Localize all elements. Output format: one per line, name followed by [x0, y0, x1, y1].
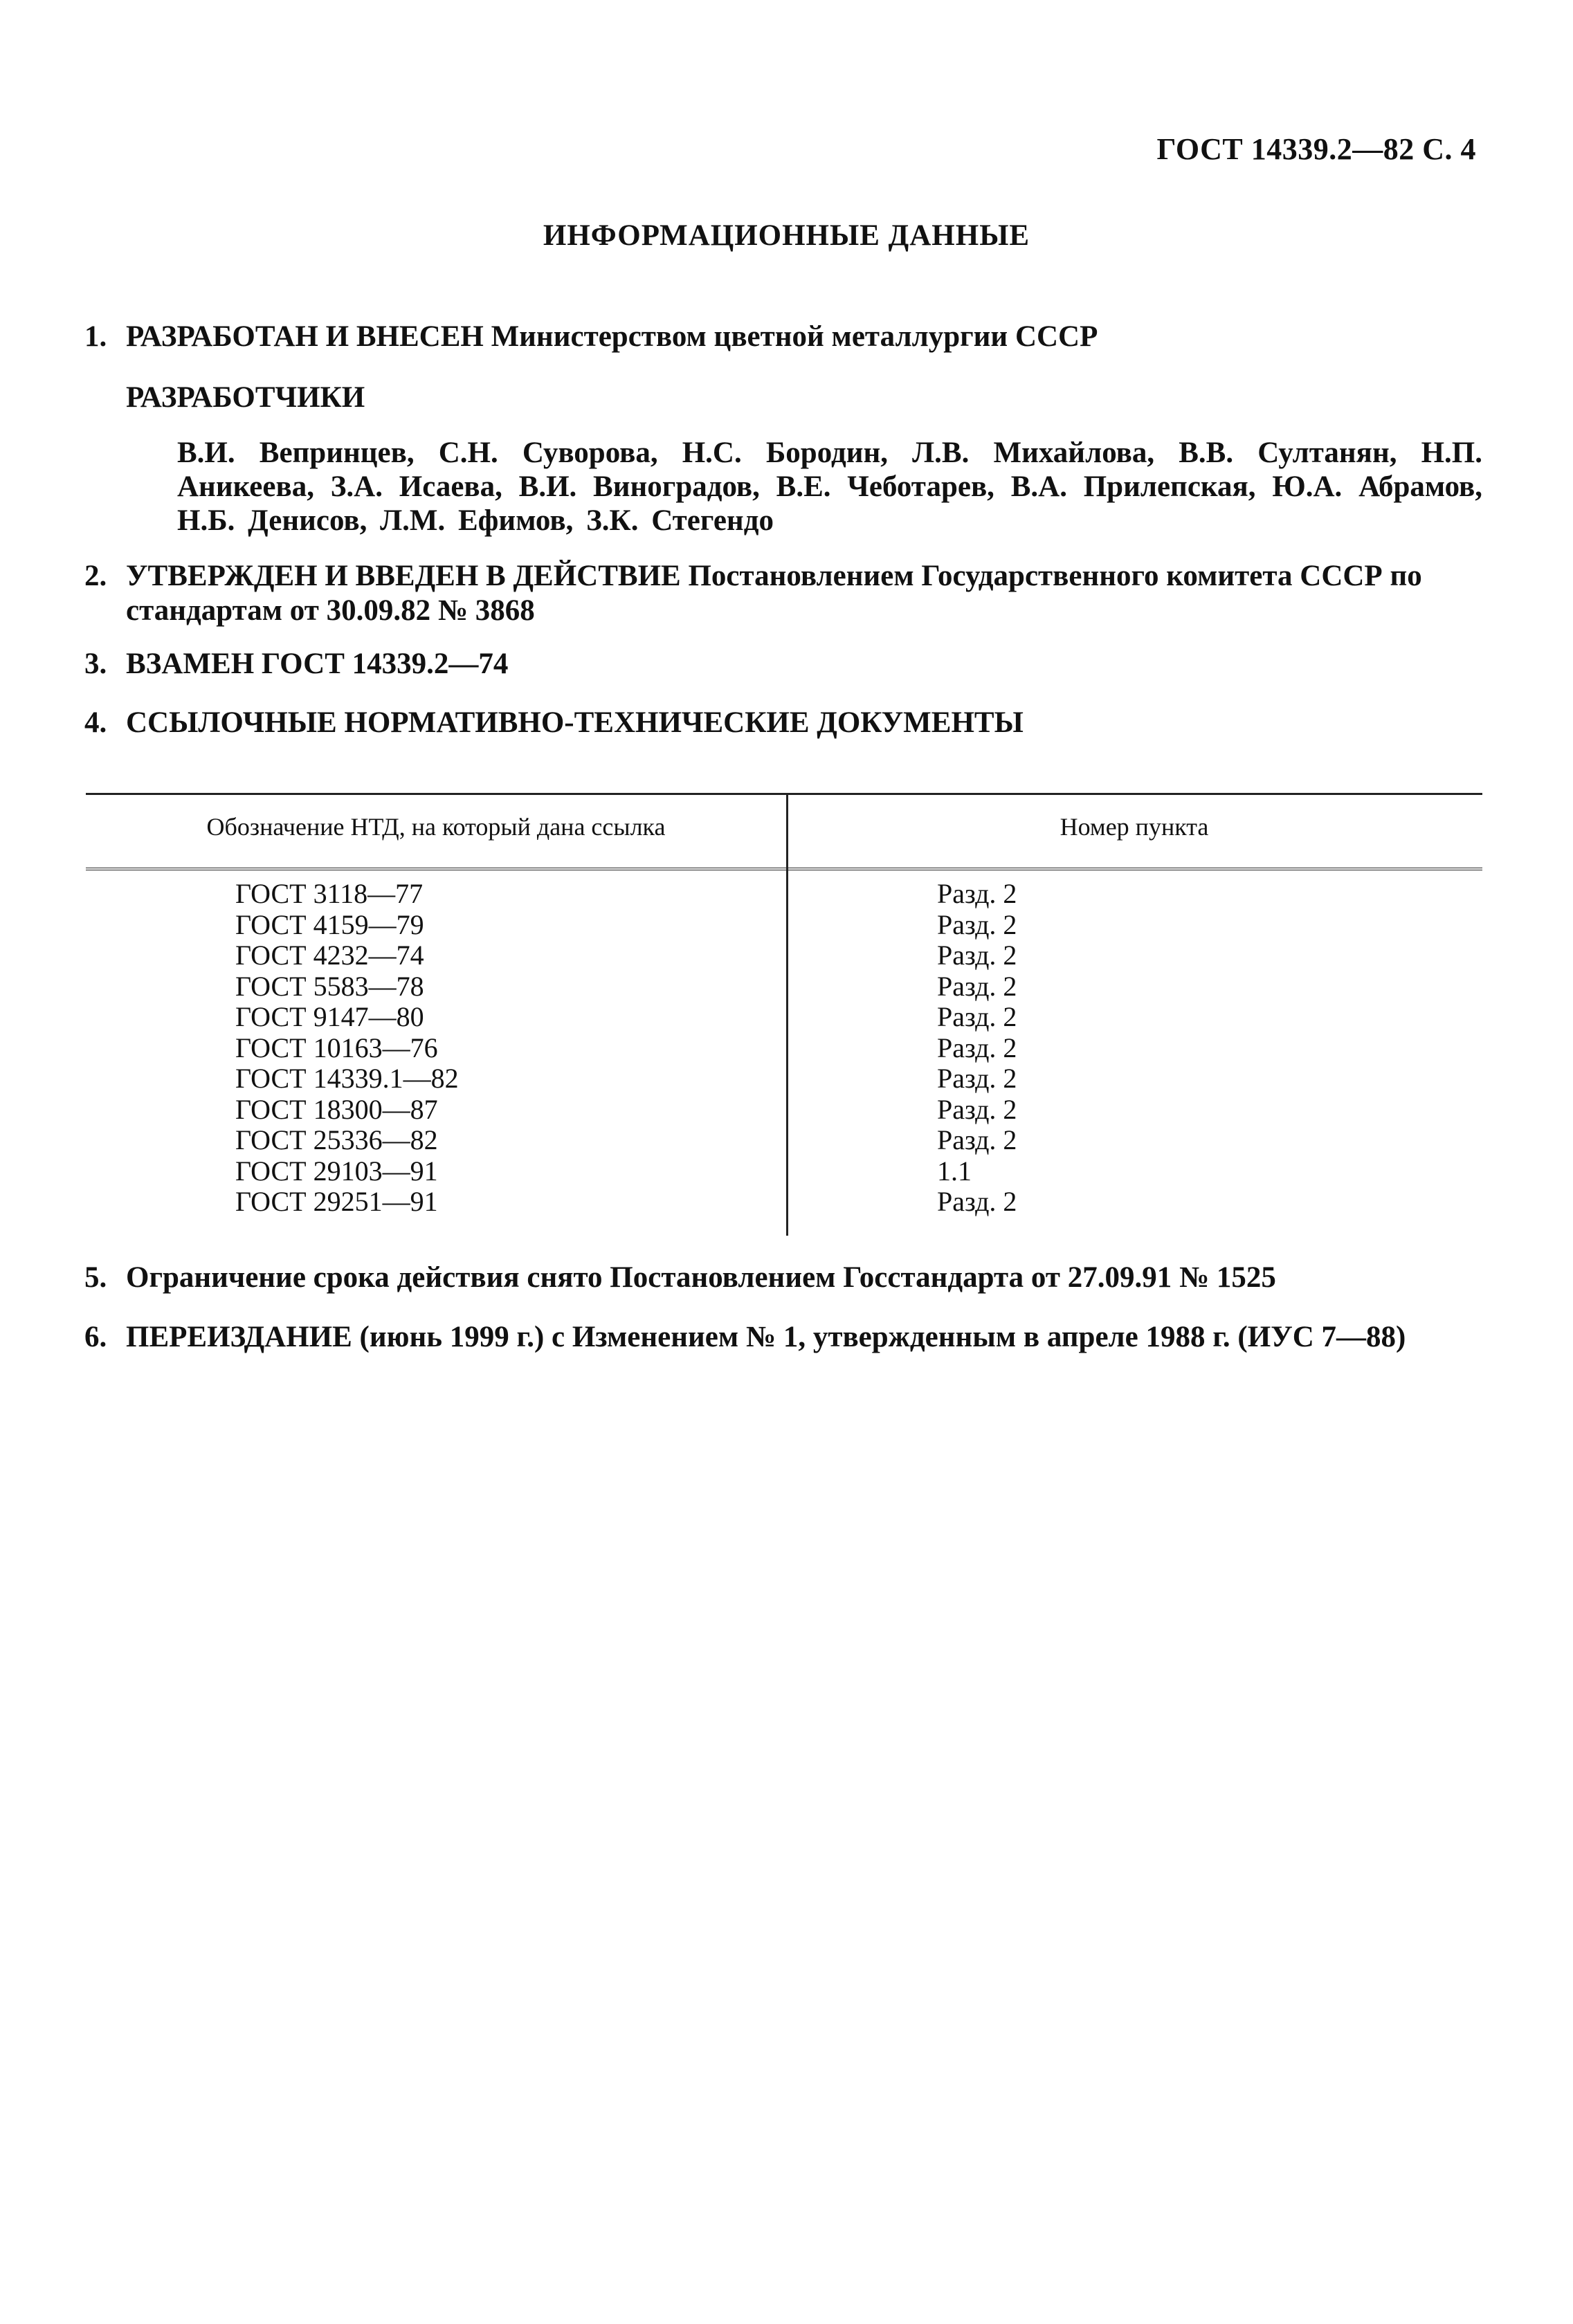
row-clause: Разд. 2: [937, 1032, 1017, 1063]
row-clause: Разд. 2: [937, 908, 1017, 940]
item-6: [84, 1320, 1482, 1355]
table-row: [86, 879, 1482, 910]
item-1: [84, 320, 1482, 354]
row-document: ГОСТ 18300—87: [235, 1093, 438, 1125]
row-document: ГОСТ 5583—78: [235, 970, 424, 1002]
item-2: [84, 559, 1482, 628]
row-document: ГОСТ 10163—76: [235, 1032, 438, 1063]
page-title: ИНФОРМАЦИОННЫЕ ДАННЫЕ: [543, 219, 1030, 252]
table-row: [86, 1187, 1482, 1218]
table-row: [86, 1063, 1482, 1095]
table-row: [86, 1125, 1482, 1156]
row-document: ГОСТ 25336—82: [235, 1124, 438, 1155]
row-clause: Разд. 2: [937, 970, 1017, 1002]
item-2-line-1: УТВЕРЖДЕН И ВВЕДЕН В ДЕЙСТВИЕ Постановлением Государственного комитета СССР по: [126, 560, 1422, 592]
table-body: [86, 879, 1482, 1218]
column-header-document: Обозначение НТД, на который дана ссылка: [206, 813, 666, 841]
row-clause: Разд. 2: [937, 1063, 1017, 1094]
row-clause: Разд. 2: [937, 1124, 1017, 1155]
table-row: [86, 940, 1482, 971]
table-row: [86, 1095, 1482, 1126]
row-document: ГОСТ 3118—77: [235, 878, 424, 909]
table-row: [86, 1033, 1482, 1064]
item-5-number: 5.: [84, 1261, 107, 1294]
item-1-number: 1.: [84, 320, 107, 353]
row-clause: Разд. 2: [937, 940, 1017, 971]
item-3-text: ВЗАМЕН ГОСТ 14339.2—74: [126, 648, 509, 680]
row-document: ГОСТ 4232—74: [235, 940, 424, 971]
table-top-rule: [86, 793, 1482, 795]
item-3: [84, 647, 1482, 681]
row-clause: Разд. 2: [937, 1001, 1017, 1032]
item-6-text: ПЕРЕИЗДАНИЕ (июнь 1999 г.) с Изменением № 1, утвержденным в апреле 1988 г. (ИУС 7—88): [126, 1321, 1406, 1353]
item-5-text: Ограничение срока действия снято Постановлением Госстандарта от 27.09.91 № 1525: [126, 1261, 1276, 1294]
item-2-line-2: стандартам от 30.09.82 № 3868: [126, 594, 535, 627]
row-clause: Разд. 2: [937, 1093, 1017, 1125]
column-header-clause: Номер пункта: [1060, 813, 1209, 841]
table-row: [86, 1002, 1482, 1033]
item-3-number: 3.: [84, 648, 107, 680]
row-document: ГОСТ 14339.1—82: [235, 1063, 459, 1094]
item-4-number: 4.: [84, 706, 107, 739]
table-row: [86, 1156, 1482, 1187]
item-1-text: РАЗРАБОТАН И ВНЕСЕН Министерством цветной металлургии СССР: [126, 320, 1098, 353]
item-6-number: 6.: [84, 1321, 107, 1353]
table-row: [86, 910, 1482, 941]
row-document: ГОСТ 29103—91: [235, 1155, 438, 1187]
row-clause: Разд. 2: [937, 1186, 1017, 1217]
row-clause: Разд. 2: [937, 878, 1017, 909]
row-document: ГОСТ 4159—79: [235, 908, 424, 940]
row-document: ГОСТ 9147—80: [235, 1001, 424, 1032]
item-4: [84, 706, 1482, 740]
standard-page-reference: ГОСТ 14339.2—82 С. 4: [1156, 132, 1476, 166]
table-row: [86, 971, 1482, 1003]
row-document: ГОСТ 29251—91: [235, 1186, 438, 1217]
developers-heading: РАЗРАБОТЧИКИ: [126, 381, 365, 414]
item-2-number: 2.: [84, 560, 107, 592]
item-5: [84, 1261, 1482, 1295]
item-4-text: ССЫЛОЧНЫЕ НОРМАТИВНО-ТЕХНИЧЕСКИЕ ДОКУМЕНТЫ: [126, 706, 1024, 739]
row-clause: 1.1: [937, 1155, 972, 1187]
table-header-rule: [86, 868, 1482, 870]
developers-list: В.И. Вепринцев, С.Н. Суворова, Н.С. Бородин, Л.В. Михайлова, В.В. Султанян, Н.П. Аникеева, З.А. Исаева, В.И. Виноградов, В.Е. Чеботарев, В.А. Прилепская, Ю.А. Абрамов, Н.Б. Денисов, Л.М. Ефимов, З.К. Стегендо: [177, 437, 1482, 537]
